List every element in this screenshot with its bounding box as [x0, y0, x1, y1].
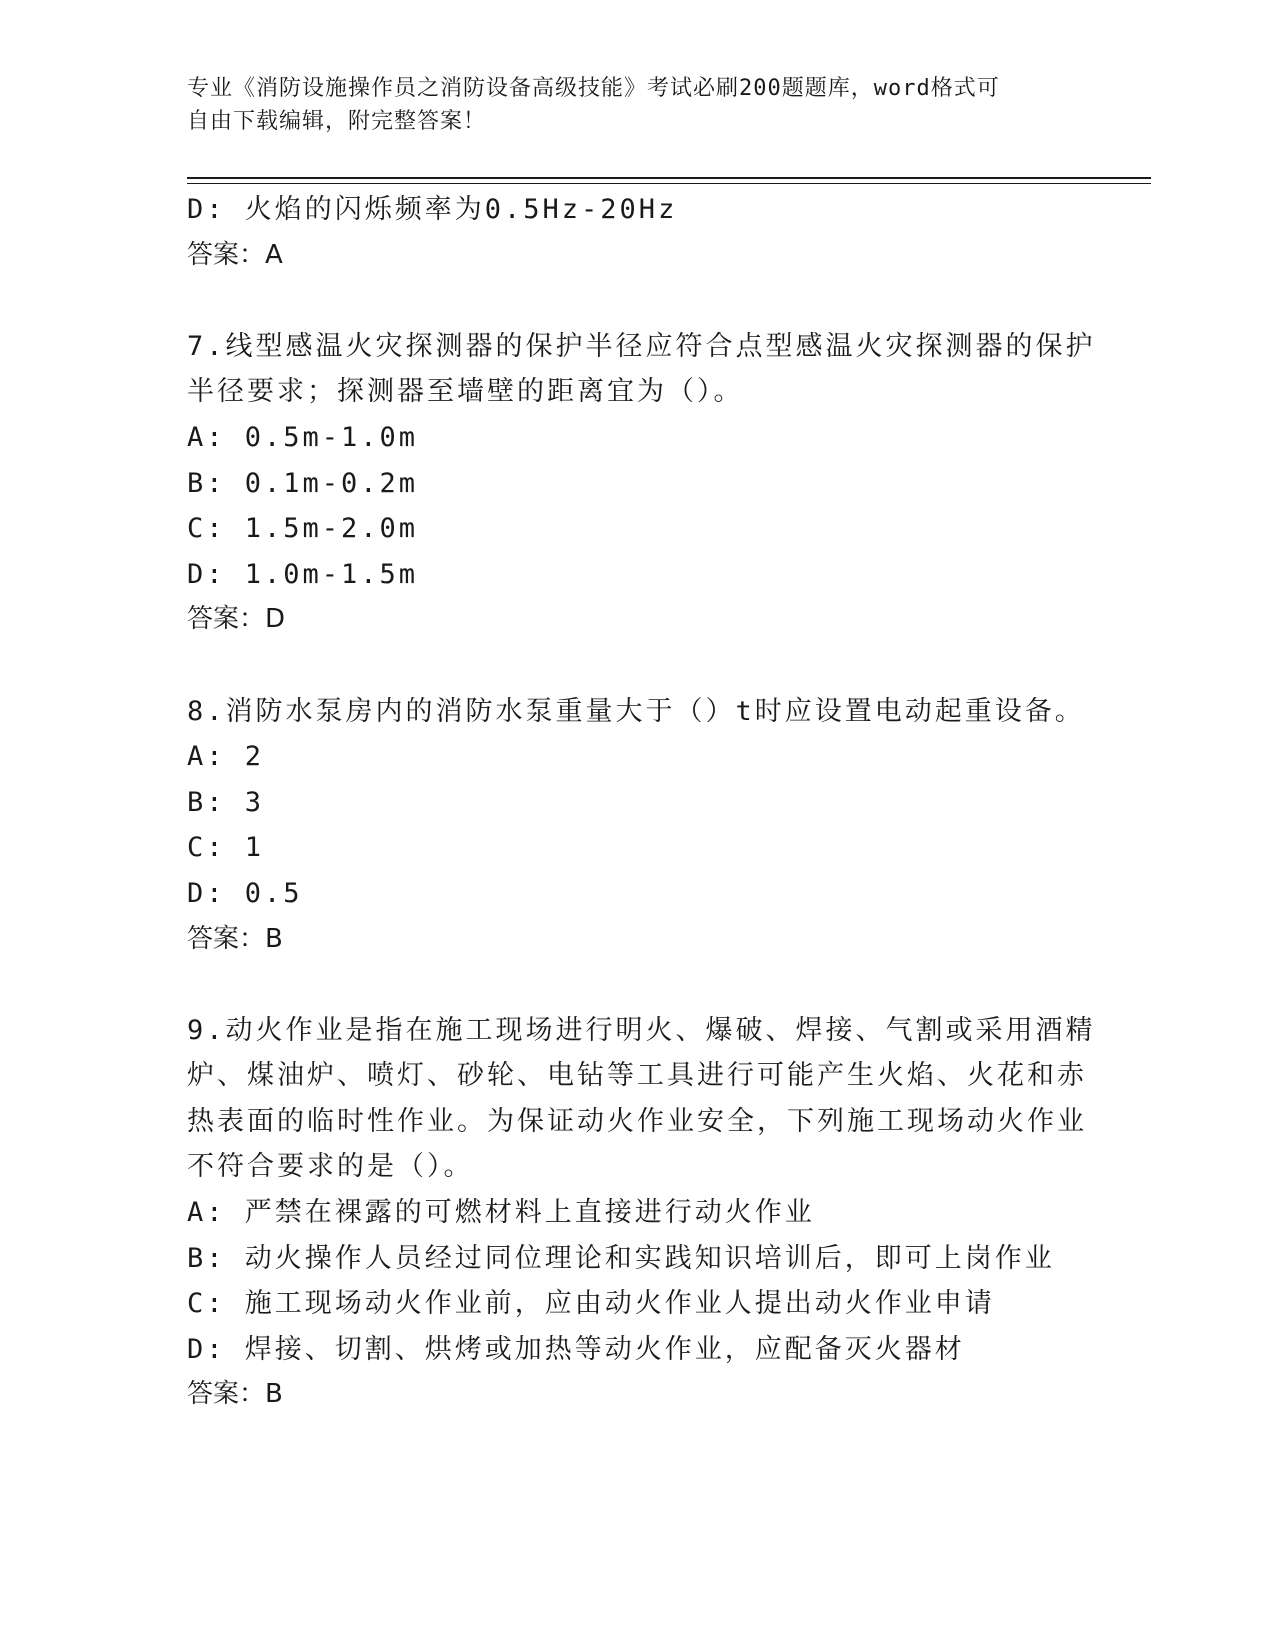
option-b: B: 3: [187, 786, 265, 818]
answer-value: B: [265, 1379, 284, 1410]
question-text-line: 半径要求；探测器至墙壁的距离宜为（）。: [187, 376, 744, 408]
option-d: D: 焊接、切割、烘烤或加热等动火作业，应配备灭火器材: [187, 1333, 965, 1365]
question-text-line: 炉、煤油炉、喷灯、砂轮、电钻等工具进行可能产生火焰、火花和赤: [187, 1060, 1087, 1092]
question-8: [187, 689, 1085, 963]
answer-value: B: [265, 923, 284, 954]
document-header: [187, 72, 1067, 138]
option-d: D: 0.5: [187, 877, 303, 909]
option-a: A: 0.5m-1.0m: [187, 421, 419, 453]
option-a: A: 严禁在裸露的可燃材料上直接进行动火作业: [187, 1197, 815, 1229]
answer-line: [187, 1372, 1067, 1418]
option-c: C: 施工现场动火作业前，应由动火作业人提出动火作业申请: [187, 1288, 995, 1320]
answer-line: [187, 597, 1067, 643]
answer-value: D: [265, 604, 287, 635]
option-d: D: 1.0m-1.5m: [187, 558, 419, 590]
option-d: D: 火焰的闪烁频率为0.5Hz-20Hz: [187, 194, 678, 225]
document-body: [187, 187, 1096, 1418]
header-line-2: 自由下载编辑，附完整答案！: [187, 109, 487, 134]
spacer: [187, 962, 1067, 1008]
previous-question-tail: [187, 187, 1067, 278]
question-text-line: 9.动火作业是指在施工现场进行明火、爆破、焊接、气割或采用酒精: [187, 1014, 1096, 1046]
header-divider-thick: [187, 177, 1151, 179]
option-b: B: 动火操作人员经过同位理论和实践知识培训后，即可上岗作业: [187, 1242, 1055, 1274]
spacer: [187, 643, 1067, 689]
header-divider-thin: [187, 183, 1151, 184]
question-7: [187, 324, 1096, 643]
option-c: C: 1.5m-2.0m: [187, 513, 419, 545]
option-b: B: 0.1m-0.2m: [187, 467, 419, 499]
question-9: [187, 1008, 1096, 1418]
question-text-line: 热表面的临时性作业。为保证动火作业安全，下列施工现场动火作业: [187, 1105, 1087, 1137]
spacer: [187, 278, 1067, 324]
answer-line: [187, 917, 1067, 963]
answer-label: 答案：: [187, 239, 266, 270]
answer-value: A: [265, 239, 284, 270]
question-text-line: 7.线型感温火灾探测器的保护半径应符合点型感温火灾探测器的保护: [187, 330, 1096, 362]
question-text-line: 8.消防水泵房内的消防水泵重量大于（）t时应设置电动起重设备。: [187, 695, 1085, 727]
answer-label: 答案：: [187, 1379, 266, 1410]
answer-label: 答案：: [187, 923, 266, 954]
option-c: C: 1: [187, 832, 265, 864]
answer-line: [187, 233, 1067, 279]
question-text-line: 不符合要求的是（）。: [187, 1151, 474, 1183]
header-line-1: 专业《消防设施操作员之消防设备高级技能》考试必刷200题题库，word格式可: [187, 76, 1000, 101]
answer-label: 答案：: [187, 604, 266, 635]
option-a: A: 2: [187, 741, 265, 773]
